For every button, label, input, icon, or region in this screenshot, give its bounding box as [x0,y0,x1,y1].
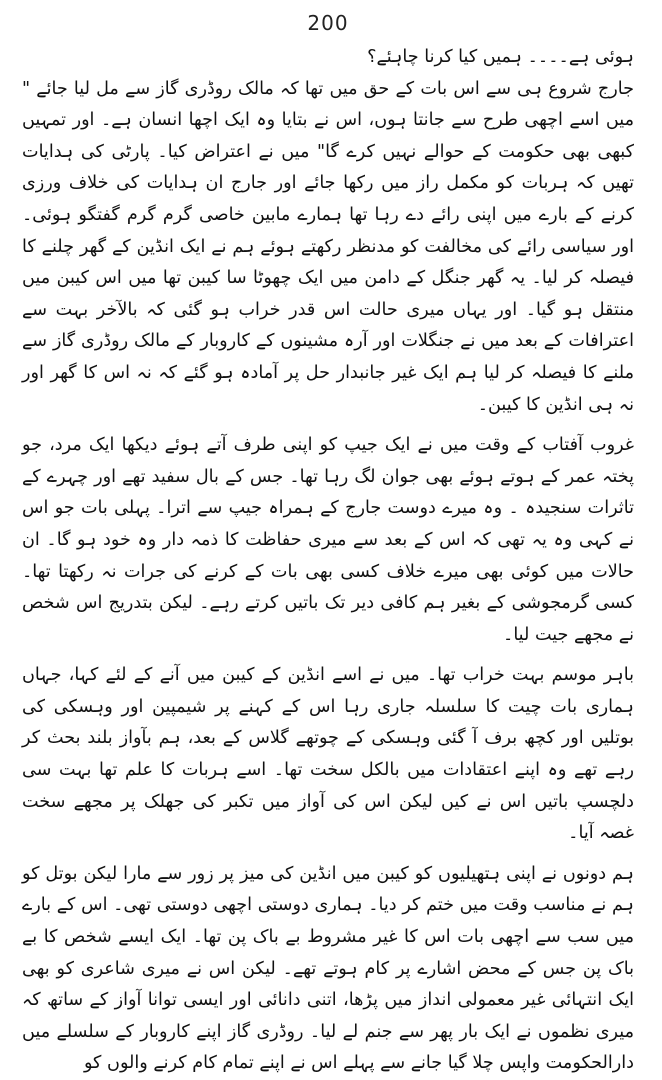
paragraph-question: ہوئی ہے۔۔۔۔ ہمیں کیا کرنا چاہئے؟ [367,47,634,67]
paragraph-sunset-jeep: غروب آفتاب کے وقت میں نے ایک جیپ کو اپنی طرف آتے ہوئے دیکھا ایک مرد، جو پختہ عمر کے ہوتے ہوئے بھی جوان لگ رہا تھا۔ جس کے بال سفید تھے اور چہرے کے تاثرات سنجیدہ ۔ وہ میرے دوست جارج کے ہمراہ جیپ سے اترا۔ پہلی بات جو اس نے کہی وہ یہ تھی کہ اس کے بعد سے میری حفاظت کا ذمہ دار وہ خود ہو گا۔ ان حالات میں کوئی بھی میرے خلاف کسی بھی بات کے کرنے کی جرات نہ رکھتا تھا۔ کسی گرمجوشی کے بغیر ہم کافی دیر تک باتیں کرتے رہے۔ لیکن بتدریج اس شخص نے مجھے جیت لیا۔ [22,435,634,645]
paragraph-george-meeting: جارج شروع ہی سے اس بات کے حق میں تھا کہ مالک روڈری گاز سے مل لیا جائے " میں اسے اچھی طرح سے جانتا ہوں، اس نے بتایا وہ ایک اچھا انسان ہے۔ اور تمہیں کبھی بھی حکومت کے حوالے نہیں کرے گا" میں نے اعتراض کیا۔ پارٹی کی ہدایات تھیں کہ ہربات کو مکمل راز میں رکھا جائے اور جارج ان ہدایات کی خلاف ورزی کرنے کے بارے میں اپنی رائے دے رہا تھا ہمارے مابین خاصی گرم گرم گفتگو ہوئی۔ اور سیاسی رائے کی مخالفت کو مدنظر رکھتے ہوئے ہم نے ایک انڈین کے گھر چلنے کا فیصلہ کر لیا۔ یہ گھر جنگل کے دامن میں ایک چھوٹا سا کیبن تھا میں اس کیبن میں منتقل ہو گیا۔ اور یہاں میری حالت اس قدر خراب ہو گئی کہ بالآخر بہت سے اعترافات کے بعد میں نے جنگلات اور آرہ مشینوں کے کاروبار کے مالک روڈری گاز سے ملنے کا فیصلہ کر لیا ہم ایک غیر جانبدار حل پر آمادہ ہو گئے کہ نہ اس کا گھر اور نہ ہی انڈین کا کیبن۔ [22,78,634,415]
page-body [22,42,634,1080]
page-number: 200 [307,11,349,35]
paragraph-friendship: ہم دونوں نے اپنی ہتھیلیوں کو کیبن میں انڈین کی میز پر زور سے مارا لیکن بوتل کو ہم نے مناسب وقت میں ختم کر دیا۔ ہماری دوستی اچھی دوستی تھی۔ اس کے بارے میں سب سے اچھی بات اس کا غیر مشروط بے باک پن تھا۔ ایک ایسے شخص کا بے باک پن جس کے محض اشارے پر کام ہوتے تھے۔ لیکن اس نے میری شاعری کو بھی ایک انتہائی غیر معمولی انداز میں پڑھا، اتنی دانائی اور ایسی توانا آواز کے ساتھ کہ میری نظموں نے ایک بار پھر سے جنم لے لیا۔ روڈری گاز اپنے کاروبار کے سلسلے میں دارالحکومت واپس چلا گیا جانے سے پہلے اس نے اپنے تمام کام کرنے والوں کو [22,863,634,1074]
paragraph-bad-weather: باہر موسم بہت خراب تھا۔ میں نے اسے انڈین کے کیبن میں آنے کے لئے کہا، جہاں ہماری بات چیت کا سلسلہ جاری رہا اس کے کہنے پر شیمپین اور وہسکی کی بوتلیں اور کچھ برف آ گئی وہسکی کے چوتھے گلاس کے بعد، ہم بآواز بلند بحث کر رہے تھے وہ اپنے اعتقادات میں بالکل سخت تھا۔ اسے ہربات کا علم تھا بہت سی دلچسپ باتیں اس نے کیں لیکن اس کی آواز میں تکبر کی جھلک پر مجھے سخت غصہ آیا۔ [22,665,634,844]
